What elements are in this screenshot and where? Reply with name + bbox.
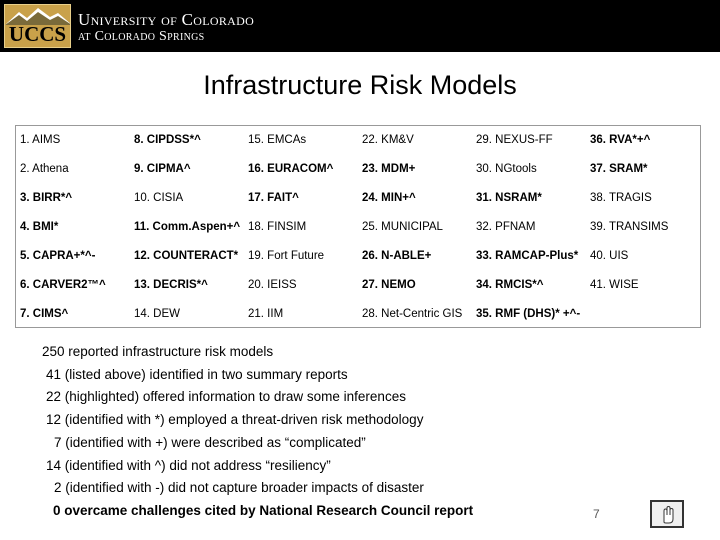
- note-line: 14 (identified with ^) did not address “resiliency”: [46, 457, 331, 473]
- model-item: 7. CIMS^: [20, 308, 69, 320]
- model-item: 26. N-ABLE+: [362, 250, 432, 262]
- hand-cursor-icon: [652, 502, 682, 526]
- models-grid: [15, 125, 701, 328]
- model-item: 28. Net-Centric GIS: [362, 308, 463, 320]
- model-item: 25. MUNICIPAL: [362, 221, 443, 233]
- model-item: 37. SRAM*: [590, 163, 648, 175]
- model-item: 9. CIPMA^: [134, 163, 191, 175]
- model-item: 13. DECRIS*^: [134, 279, 208, 291]
- model-item: 41. WISE: [590, 279, 639, 291]
- model-item: 40. UIS: [590, 250, 629, 262]
- model-item: 27. NEMO: [362, 279, 416, 291]
- model-item: 12. COUNTERACT*: [134, 250, 239, 262]
- model-item: 15. EMCAs: [248, 134, 307, 146]
- model-item: 10. CISIA: [134, 192, 184, 204]
- model-item: 39. TRANSIMS: [590, 221, 669, 233]
- note-line: 2 (identified with -) did not capture broader impacts of disaster: [54, 480, 424, 496]
- model-item: 20. IEISS: [248, 279, 297, 291]
- model-item: 33. RAMCAP-Plus*: [476, 250, 579, 262]
- model-item: 1. AIMS: [20, 134, 61, 146]
- logo-text: UCCS: [8, 22, 67, 46]
- model-item: 8. CIPDSS*^: [134, 134, 201, 146]
- model-item: 23. MDM+: [362, 163, 416, 175]
- university-campus: at Colorado Springs: [78, 29, 205, 44]
- university-name: University of Colorado: [78, 10, 255, 29]
- model-item: 3. BIRR*^: [20, 192, 73, 204]
- model-item: 11. Comm.Aspen+^: [134, 221, 241, 233]
- uccs-logo[interactable]: [4, 4, 71, 48]
- page-number: 7: [593, 507, 600, 521]
- model-item: 22. KM&V: [362, 134, 414, 146]
- model-item: 21. IIM: [248, 308, 284, 320]
- model-item: 4. BMI*: [20, 221, 59, 233]
- model-item: 2. Athena: [20, 163, 69, 175]
- model-item: 31. NSRAM*: [476, 192, 542, 204]
- slide-title: Infrastructure Risk Models: [203, 70, 517, 100]
- note-line: 7 (identified with +) were described as “complicated”: [54, 434, 366, 450]
- model-item: 38. TRAGIS: [590, 192, 652, 204]
- note-line: 41 (listed above) identified in two summary reports: [46, 366, 348, 382]
- model-item: 24. MIN+^: [362, 192, 416, 204]
- model-item: 5. CAPRA+*^-: [20, 250, 96, 262]
- model-item: 29. NEXUS-FF: [476, 134, 553, 146]
- note-line: 250 reported infrastructure risk models: [42, 344, 274, 359]
- note-line: 22 (highlighted) offered information to draw some inferences: [46, 389, 406, 405]
- model-item: 17. FAIT^: [248, 192, 299, 204]
- model-item: 19. Fort Future: [248, 250, 325, 262]
- note-line: 0 overcame challenges cited by National Research Council report: [53, 502, 474, 518]
- model-item: 35. RMF (DHS)* +^-: [476, 308, 581, 320]
- model-item: 18. FINSIM: [248, 221, 307, 233]
- header-bar: [0, 0, 720, 52]
- model-item: 16. EURACOM^: [248, 163, 334, 175]
- model-item: 32. PFNAM: [476, 221, 536, 233]
- model-item: 6. CARVER2™^: [20, 279, 106, 291]
- navigation-button[interactable]: [650, 500, 684, 528]
- model-item: 14. DEW: [134, 308, 181, 320]
- model-item: 34. RMCIS*^: [476, 279, 544, 291]
- note-line: 12 (identified with *) employed a threat-driven risk methodology: [46, 412, 424, 428]
- model-item: 36. RVA*+^: [590, 134, 651, 146]
- model-item: 30. NGtools: [476, 163, 537, 175]
